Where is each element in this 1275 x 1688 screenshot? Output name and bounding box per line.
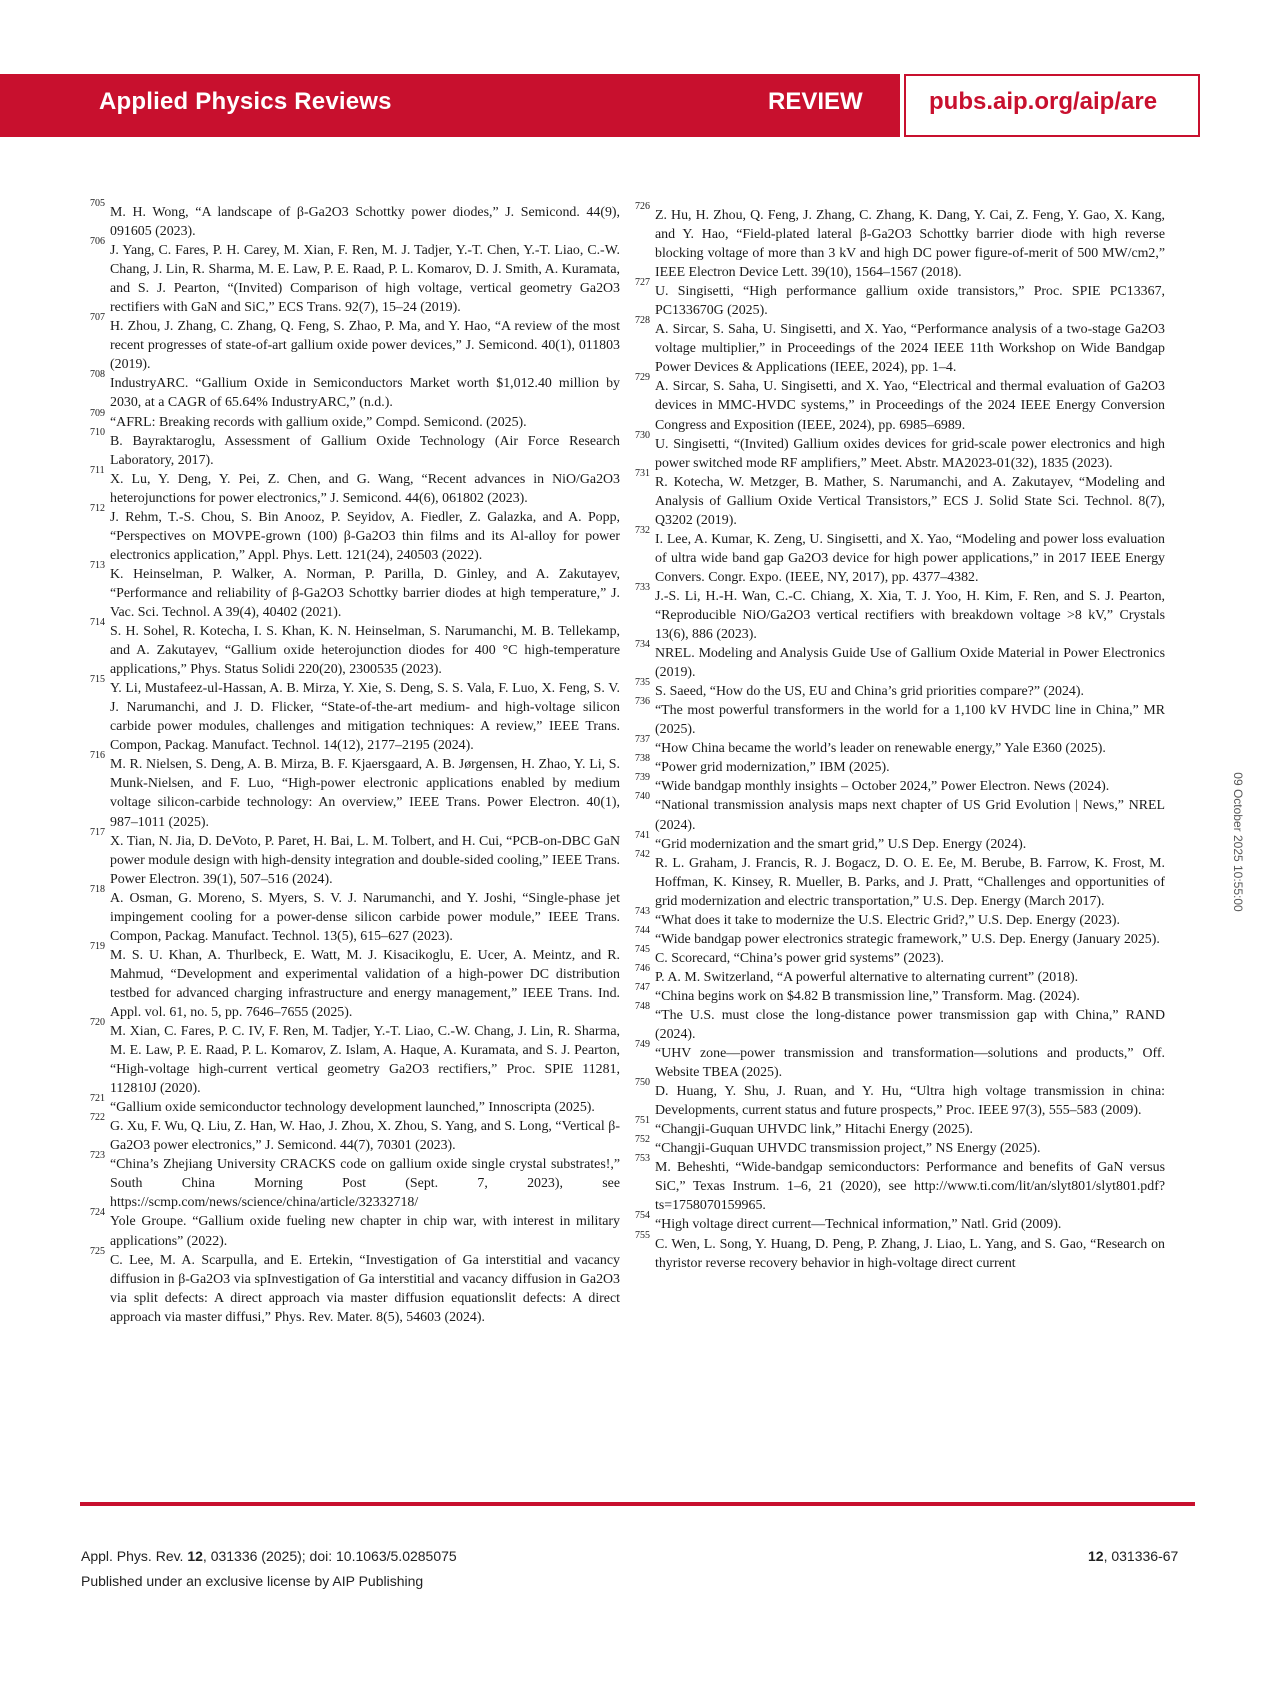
reference-text: “Wide bandgap power electronics strategic framework,” U.S. Dep. Energy (January 2025). xyxy=(655,931,1160,947)
reference-number: 714 xyxy=(90,617,105,629)
reference-text: “The most powerful transformers in the world for a 1,100 kV HVDC line in China,” MR (2025). xyxy=(655,703,1165,738)
reference-text: M. Beheshti, “Wide-bandgap semiconductors: Performance and benefits of GaN versus SiC,” Texas Instrum. 1–6, 21 (2020), see http://www.ti.com/lit/an/slyt801/slyt801.pdf?ts=1758070159965. xyxy=(655,1160,1165,1214)
reference-text: U. Singisetti, “(Invited) Gallium oxides devices for grid-scale power electronics and high power switched mode RF amplifiers,” Meet. Abstr. MA2023-01(32), 1835 (2023). xyxy=(655,436,1165,471)
footer-page-number xyxy=(1088,1548,1178,1564)
reference-text: H. Zhou, J. Zhang, C. Zhang, Q. Feng, S. Zhao, P. Ma, and Y. Hao, “A review of the most recent progresses of state-of-art gallium oxide power devices,” J. Semicond. 40(1), 011803 (2019). xyxy=(110,319,620,373)
reference-item xyxy=(90,1093,620,1117)
banner-red-band xyxy=(0,74,900,137)
reference-number: 755 xyxy=(635,1229,650,1241)
reference-item xyxy=(635,277,1165,320)
reference-item xyxy=(635,1039,1165,1082)
reference-number: 721 xyxy=(90,1093,105,1105)
reference-text: C. Wen, L. Song, Y. Huang, D. Peng, P. Zhang, J. Liao, L. Yang, and S. Gao, “Research on thyristor reverse recovery behavior in high-voltage direct current xyxy=(655,1236,1165,1271)
reference-text: “National transmission analysis maps next chapter of US Grid Evolution | News,” NREL (2024). xyxy=(655,798,1165,833)
reference-text: M. R. Nielsen, S. Deng, A. B. Mirza, B. F. Kjaersgaard, A. B. Jørgensen, H. Zhao, Y. Li, S. Munk-Nielsen, and F. Luo, “High-power electronic applications enabled by medium voltage silicon-carbide technology: An overview,” IEEE Trans. Power Electron. 40(1), 987–1011 (2025). xyxy=(110,757,620,830)
reference-text: D. Huang, Y. Shu, J. Ruan, and Y. Hu, “Ultra high voltage transmission in china: Developments, current status and future prospects,” Proc. IEEE 97(3), 555–583 (2009). xyxy=(655,1084,1165,1119)
reference-number: 748 xyxy=(635,1000,650,1012)
reference-text: A. Sircar, S. Saha, U. Singisetti, and X. Yao, “Electrical and thermal evaluation of Ga2O3 devices in MMC-HVDC systems,” in Proceedings of the 2024 IEEE Energy Conversion Congress and Exposition (IEEE, 2024), pp. 6985–6989. xyxy=(655,379,1165,433)
reference-number: 715 xyxy=(90,674,105,686)
reference-text: “Changji-Guquan UHVDC link,” Hitachi Energy (2025). xyxy=(655,1122,974,1138)
reference-text: “Power grid modernization,” IBM (2025). xyxy=(655,760,890,776)
reference-text: K. Heinselman, P. Walker, A. Norman, P. Parilla, D. Ginley, and A. Zakutayev, “Performance and reliability of β-Ga2O3 Schottky barrier diodes at high temperature,” J. Vac. Sci. Technol. A 39(4), 40402 (2021). xyxy=(110,566,620,620)
reference-number: 719 xyxy=(90,940,105,952)
reference-text: M. S. U. Khan, A. Thurlbeck, E. Watt, M. J. Kisacikoglu, E. Ucer, A. Meintz, and R. Mahmud, “Development and experimental validation of a high-power DC distribution testbed for advanced charging infrastructure and energy management,” IEEE Trans. Ind. Appl. vol. 61, no. 5, pp. 7646–7655 (2025). xyxy=(110,947,620,1020)
reference-text: “The U.S. must close the long-distance power transmission gap with China,” RAND (2024). xyxy=(655,1007,1165,1043)
footer-rule xyxy=(80,1502,1195,1506)
journal-url-link[interactable]: pubs.aip.org/aip/are xyxy=(929,88,1158,115)
reference-item xyxy=(90,940,620,1022)
reference-item xyxy=(90,674,620,755)
reference-number: 738 xyxy=(635,753,650,765)
reference-text: R. L. Graham, J. Francis, R. J. Bogacz, D. O. E. Ee, M. Berube, B. Farrow, K. Frost, M. Hoffman, K. Kinsey, R. Mueller, B. Parks, and J. Pratt, “Challenges and opportunities of grid modernization and electric transportation,” U.S. Dep. Energy (March 2017). xyxy=(655,855,1165,909)
reference-item xyxy=(635,581,1165,644)
reference-item xyxy=(635,1077,1165,1120)
reference-number: 734 xyxy=(635,639,650,651)
reference-text: J. Rehm, T.-S. Chou, S. Bin Anooz, P. Seyidov, A. Fiedler, Z. Galazka, and A. Popp, “Perspectives on MOVPE-grown (100) β-Ga2O3 thin films and its Al-alloy for power electronics application,” Appl. Phys. Lett. 121(24), 240503 (2022). xyxy=(110,509,620,563)
reference-item xyxy=(635,1115,1165,1139)
reference-text: Z. Hu, H. Zhou, Q. Feng, J. Zhang, C. Zhang, K. Dang, Y. Cai, Z. Feng, Y. Gao, X. Kang, and Y. Hao, “Field-plated lateral β-Ga2O3 Schottky barrier diode with high reverse blocking voltage of more than 3 kV and high DC power figure-of-merit of 500 MW/cm2,” IEEE Electron Device Lett. 39(10), 1564–1567 (2018). xyxy=(655,208,1165,281)
reference-item xyxy=(90,236,620,317)
reference-number: 707 xyxy=(90,312,105,324)
reference-text: “High voltage direct current—Technical information,” Natl. Grid (2009). xyxy=(655,1217,1062,1233)
reference-number: 720 xyxy=(90,1017,105,1029)
reference-number: 752 xyxy=(635,1134,650,1146)
reference-number: 709 xyxy=(90,407,105,419)
reference-number: 753 xyxy=(635,1153,650,1165)
reference-text: A. Osman, G. Moreno, S. Myers, S. V. J. Narumanchi, and Y. Joshi, “Single-phase jet impingement cooling for a power-dense silicon carbide power module,” IEEE Trans. Compon, Packag. Manufact. Technol. 13(5), 615–627 (2023). xyxy=(110,890,620,944)
reference-text: NREL. Modeling and Analysis Guide Use of Gallium Oxide Material in Power Electronics (2019). xyxy=(655,646,1165,681)
reference-item xyxy=(90,312,620,374)
reference-item xyxy=(635,1210,1165,1234)
footer-citation xyxy=(81,1548,457,1564)
reference-text: X. Tian, N. Jia, D. DeVoto, P. Paret, H. Bai, L. M. Tolbert, and H. Cui, “PCB-on-DBC GaN power module design with high-density integration and double-sided cooling,” IEEE Trans. Power Electron. 39(1), 507–516 (2024). xyxy=(110,833,620,887)
reference-text: “China begins work on $4.82 B transmission line,” Transform. Mag. (2024). xyxy=(655,988,1080,1004)
reference-number: 747 xyxy=(635,981,650,993)
reference-number: 735 xyxy=(635,677,650,689)
reference-number: 742 xyxy=(635,848,650,860)
footer-license: Published under an exclusive license by AIP Publishing xyxy=(81,1573,424,1589)
reference-text: “UHV zone—power transmission and transformation—solutions and products,” Off. Website TBEA (2025). xyxy=(655,1046,1165,1081)
reference-text: A. Sircar, S. Saha, U. Singisetti, and X. Yao, “Performance analysis of a two-stage Ga2O3 voltage multiplier,” in Proceedings of the 2024 IEEE 11th Workshop on Wide Bandgap Power Devices & Applications (IEEE, 2024), pp. 1–4. xyxy=(655,322,1165,376)
reference-number: 706 xyxy=(90,236,105,248)
reference-number: 722 xyxy=(90,1112,105,1124)
reference-number: 708 xyxy=(90,369,105,381)
reference-number: 739 xyxy=(635,772,650,784)
reference-number: 724 xyxy=(90,1207,105,1219)
reference-item xyxy=(635,1229,1165,1273)
download-timestamp: 09 October 2025 10:55:00 xyxy=(1231,772,1245,912)
reference-item xyxy=(90,1245,620,1327)
page-suffix: , 031336-67 xyxy=(1103,1548,1179,1564)
reference-number: 740 xyxy=(635,791,650,803)
reference-number: 744 xyxy=(635,924,650,936)
reference-text: “AFRL: Breaking records with gallium oxide,” Compd. Semicond. (2025). xyxy=(110,414,527,430)
reference-number: 745 xyxy=(635,943,650,955)
reference-number: 730 xyxy=(635,429,650,441)
reference-number: 751 xyxy=(635,1115,650,1127)
reference-item xyxy=(635,696,1165,739)
journal-url-box[interactable] xyxy=(904,74,1200,137)
reference-number: 705 xyxy=(90,198,105,209)
reference-number: 716 xyxy=(90,750,105,762)
reference-item xyxy=(635,315,1165,377)
reference-item xyxy=(90,1112,620,1155)
reference-number: 732 xyxy=(635,524,650,536)
journal-banner xyxy=(0,74,1275,137)
reference-number: 741 xyxy=(635,829,650,841)
reference-item xyxy=(90,198,620,241)
reference-number: 731 xyxy=(635,467,650,479)
section-label: REVIEW xyxy=(768,88,863,115)
reference-number: 712 xyxy=(90,502,105,514)
reference-text: “Changji-Guquan UHVDC transmission project,” NS Energy (2025). xyxy=(655,1141,1041,1157)
reference-text: P. A. M. Switzerland, “A powerful alternative to alternating current” (2018). xyxy=(655,969,1079,985)
reference-text: “Gallium oxide semiconductor technology development launched,” Innoscripta (2025). xyxy=(110,1100,595,1116)
reference-item xyxy=(90,369,620,412)
reference-number: 723 xyxy=(90,1150,105,1162)
reference-text: G. Xu, F. Wu, Q. Liu, Z. Han, W. Hao, J. Zhou, X. Zhou, S. Yang, and S. Long, “Vertical β-Ga2O3 power electronics,” J. Semicond. 44(7), 70301 (2023). xyxy=(110,1119,620,1154)
reference-item xyxy=(635,1153,1165,1215)
reference-text: “China’s Zhejiang University CRACKS code on gallium oxide single crystal substrates!,” South China Morning Post (Sept. 7, 2023), see https://scmp.com/news/science/china/article/32332718/ xyxy=(110,1157,620,1211)
reference-item xyxy=(635,1000,1165,1044)
reference-text: “Grid modernization and the smart grid,” U.S Dep. Energy (2024). xyxy=(655,836,1027,852)
reference-number: 728 xyxy=(635,315,650,327)
reference-text: C. Lee, M. A. Scarpulla, and E. Ertekin, “Investigation of Ga interstitial and vacancy diffusion in β-Ga2O3 via spInvestigation of Ga interstitial and vacancy diffusion in Ga2O3 via split defects: A direct approach via master diffusion equationslit defects: A direct approach via master diffusi,” Phys. Rev. Mater. 8(5), 54603 (2024). xyxy=(110,1252,620,1325)
reference-item xyxy=(635,772,1165,796)
reference-text: M. H. Wong, “A landscape of β-Ga2O3 Schottky power diodes,” J. Semicond. 44(9), 091605 (2023). xyxy=(110,205,620,240)
reference-number: 754 xyxy=(635,1210,650,1222)
reference-text: M. Xian, C. Fares, P. C. IV, F. Ren, M. Tadjer, Y.-T. Liao, C.-W. Chang, J. Lin, R. Sharma, M. E. Law, P. E. Raad, P. L. Komarov, Z. Islam, A. Haque, A. Kuramata, and S. J. Pearton, “High-voltage high-current vertical geometry Ga2O3 rectifiers,” Proc. SPIE 11281, 112810J (2020). xyxy=(110,1024,620,1097)
reference-number: 733 xyxy=(635,581,650,593)
reference-number: 718 xyxy=(90,883,105,895)
reference-number: 736 xyxy=(635,696,650,708)
reference-number: 737 xyxy=(635,734,650,746)
reference-text: “What does it take to modernize the U.S. Electric Grid?,” U.S. Dep. Energy (2023). xyxy=(655,912,1120,928)
reference-item xyxy=(635,201,1165,282)
reference-item xyxy=(90,1207,620,1250)
reference-text: I. Lee, A. Kumar, K. Zeng, U. Singisetti, and X. Yao, “Modeling and power loss evaluation of ultra wide band gap Ga2O3 device for high power applications,” in 2017 IEEE Energy Convers. Congr. Expo. (IEEE, NY, 2017), pp. 4377–4382. xyxy=(655,531,1165,585)
references-column-left xyxy=(90,198,620,1327)
reference-item xyxy=(635,639,1165,682)
citation-suffix: , 031336 (2025); doi: 10.1063/5.0285075 xyxy=(202,1548,457,1564)
reference-text: Y. Li, Mustafeez-ul-Hassan, A. B. Mirza, Y. Xie, S. Deng, S. S. Vala, F. Luo, X. Feng, S. V. J. Narumanchi, and J. D. Flicker, “State-of-the-art medium- and high-voltage silicon carbide power modules, challenges and mitigation techniques: A review,” IEEE Trans. Compon, Packag. Manufact. Technol. 14(12), 2177–2195 (2024). xyxy=(110,681,620,754)
reference-number: 729 xyxy=(635,372,650,384)
reference-number: 749 xyxy=(635,1039,650,1051)
reference-number: 750 xyxy=(635,1077,650,1089)
reference-number: 727 xyxy=(635,277,650,289)
references-column-right xyxy=(635,201,1165,1273)
reference-text: S. H. Sohel, R. Kotecha, I. S. Khan, K. N. Heinselman, S. Narumanchi, M. B. Tellekamp, and A. Zakutayev, “Gallium oxide heterojunction diodes for 400 °C high-temperature applications,” Phys. Status Solidi 220(20), 2300535 (2023). xyxy=(110,624,620,678)
reference-number: 713 xyxy=(90,559,105,571)
reference-text: U. Singisetti, “High performance gallium oxide transistors,” Proc. SPIE PC13367, PC133670G (2025). xyxy=(655,284,1165,319)
reference-item xyxy=(90,750,620,831)
reference-item xyxy=(635,372,1165,434)
reference-text: S. Saeed, “How do the US, EU and China’s grid priorities compare?” (2024). xyxy=(655,684,1084,700)
reference-text: Yole Groupe. “Gallium oxide fueling new chapter in chip war, with interest in military applications” (2022). xyxy=(110,1214,620,1249)
reference-number: 726 xyxy=(635,201,650,212)
reference-text: R. Kotecha, W. Metzger, B. Mather, S. Narumanchi, and A. Zakutayev, “Modeling and Analysis of Gallium Oxide Vertical Transistors,” ECS J. Solid State Sci. Technol. 8(7), Q3202 (2019). xyxy=(655,474,1165,528)
reference-text: B. Bayraktaroglu, Assessment of Gallium Oxide Technology (Air Force Research Laboratory, 2017). xyxy=(110,433,620,468)
reference-number: 743 xyxy=(635,905,650,917)
reference-number: 746 xyxy=(635,962,650,974)
reference-number: 711 xyxy=(90,464,105,476)
reference-item xyxy=(90,617,620,679)
reference-item xyxy=(635,1134,1165,1158)
reference-number: 710 xyxy=(90,426,105,438)
reference-number: 717 xyxy=(90,826,105,838)
reference-item xyxy=(635,753,1165,777)
reference-text: J.-S. Li, H.-H. Wan, C.-C. Chiang, X. Xia, T. J. Yoo, H. Kim, F. Ren, and S. J. Pearton, “Reproducible NiO/Ga2O3 vertical rectifiers with breakdown voltage >8 kV,” Crystals 13(6), 886 (2023). xyxy=(655,588,1165,643)
citation-prefix: Appl. Phys. Rev. xyxy=(81,1548,188,1564)
reference-number: 725 xyxy=(90,1245,105,1257)
reference-text: “How China became the world’s leader on renewable energy,” Yale E360 (2025). xyxy=(655,741,1106,757)
reference-item xyxy=(90,1150,620,1212)
reference-text: “Wide bandgap monthly insights – October 2024,” Power Electron. News (2024). xyxy=(655,779,1110,795)
reference-item xyxy=(635,734,1165,758)
reference-item xyxy=(90,1017,620,1098)
reference-text: IndustryARC. “Gallium Oxide in Semiconductors Market worth $1,012.40 million by 2030, at a CAGR of 65.64% IndustryARC,” (n.d.). xyxy=(110,376,620,411)
citation-volume: 12 xyxy=(187,1548,203,1564)
reference-text: X. Lu, Y. Deng, Y. Pei, Z. Chen, and G. Wang, “Recent advances in NiO/Ga2O3 heterojunctions for power electronics,” J. Semicond. 44(6), 061802 (2023). xyxy=(110,471,620,506)
reference-text: J. Yang, C. Fares, P. H. Carey, M. Xian, F. Ren, M. J. Tadjer, Y.-T. Chen, Y.-T. Liao, C.-W. Chang, J. Lin, R. Sharma, M. E. Law, P. E. Raad, P. L. Komarov, D. J. Smith, A. Kuramata, and S. J. Pearton, “(Invited) Comparison of high voltage, vertical geometry Ga2O3 rectifiers with GaN and SiC,” ECS Trans. 92(7), 15–24 (2019). xyxy=(110,243,620,316)
reference-item xyxy=(90,559,620,622)
reference-text: C. Scorecard, “China’s power grid systems” (2023). xyxy=(655,950,944,966)
reference-item xyxy=(635,677,1165,701)
journal-title[interactable]: Applied Physics Reviews xyxy=(99,88,392,115)
page-volume: 12 xyxy=(1088,1548,1104,1564)
reference-item xyxy=(635,791,1165,834)
